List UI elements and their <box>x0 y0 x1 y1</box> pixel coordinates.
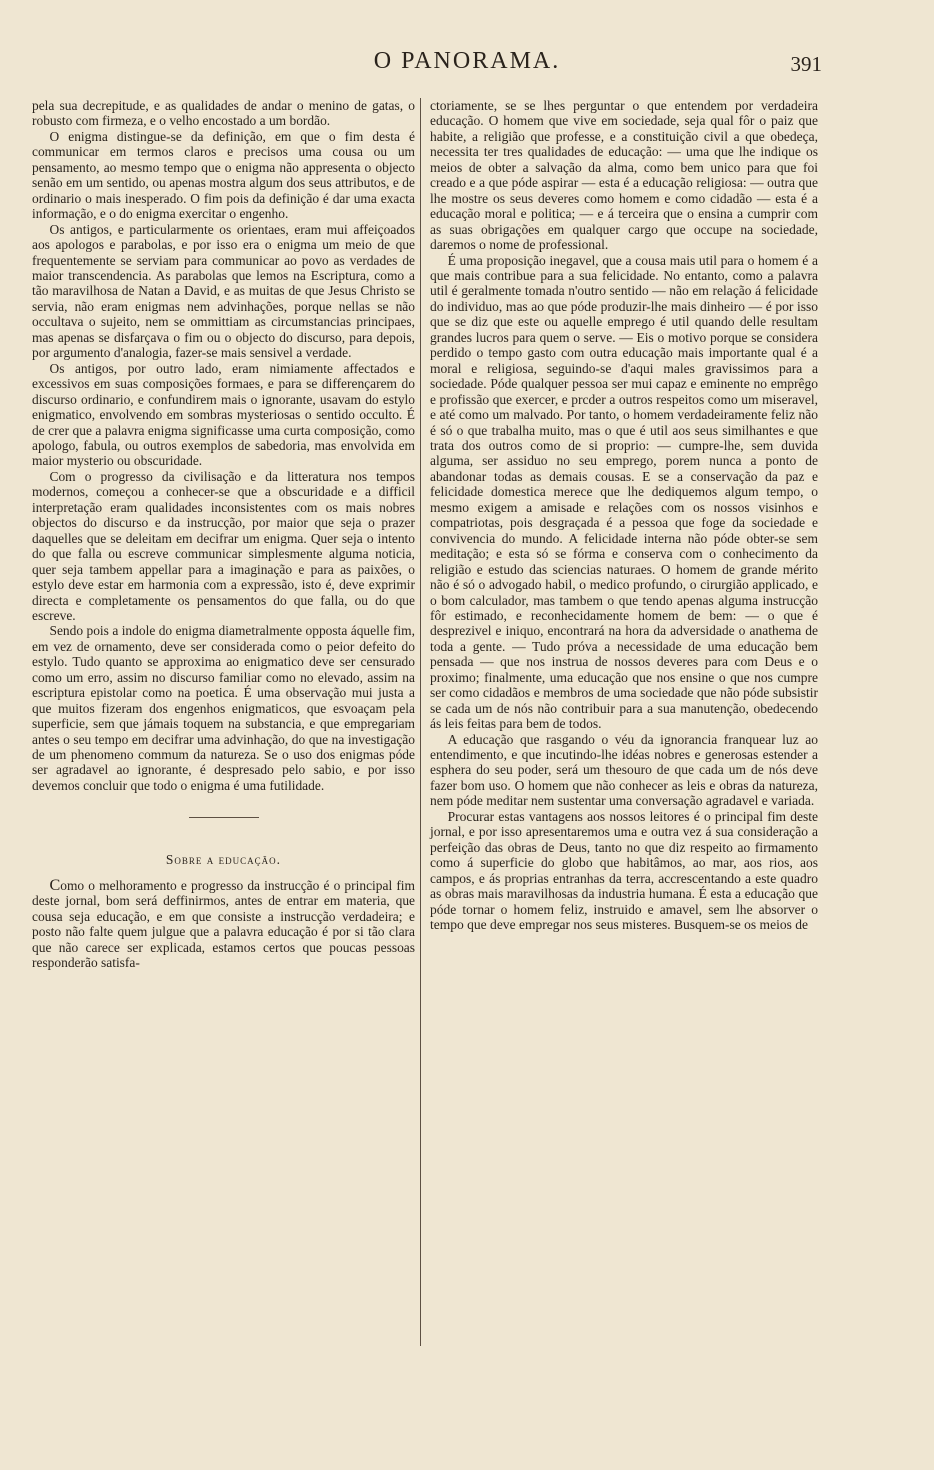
section-separator <box>189 817 259 818</box>
article-paragraph: Sendo pois a indole do enigma diametralmente opposta áquelle fim, em vez de ornamento, deve ser considerada como o peior defeito do estylo. Tudo quanto se approxima ao enigmatico deve ser censurado como um erro, assim no discurso familiar como no elevado, assim na escriptura epistolar como na poetica. É uma observação mui justa a que muitos fizeram dos engenhos enigmaticos, que esvoaçam pela superficie, sem que jámais toquem na substancia, e que empregariam antes o seu tempo em decifrar uma advinhação, do que na investigação de um phenomeno commum da natureza. Se o uso dos enigmas póde ser agradavel ao ignorante, é despresado pelo sabio, e por isso devemos concluir que todo o enigma é uma futilidade. <box>32 623 415 793</box>
article-paragraph: Procurar estas vantagens aos nossos leitores é o principal fim deste jornal, e por isso apresentaremos uma e outra vez á sua consideração a perfeição das obras de Deus, tanto no que diz respeito ao firmamento como á superficie do globo que habitâmos, ao mar, aos rios, aos campos, e ás proprias entranhas da terra, accrescentando a este quadro as obras mais maravilhosas da industria humana. É esta a educação que póde tornar o homem feliz, instruido e amavel, sem lhe absorver o tempo que deve empregar nos seus misteres. Busquem-se os meios de <box>430 808 818 933</box>
right-column <box>430 98 818 932</box>
article-paragraph: ctoriamente, se se lhes perguntar o que entendem por verdadeira educação. O homem que vive em sociedade, seja qual fôr o paiz que habite, a religião que professe, e a constituição civil a que obedeça, necessita ter tres qualidades de educação: — uma que lhe indique os meios de obter a salvação da alma, como bem unico para que foi creado e a que póde aspirar — esta é a educação religiosa: — outra que lhe mostre os seus deveres como homem e como cidadão — esta é a educação moral e politica; — e á terceira que o ensina a cumprir com as suas obrigações em qualquer cargo que occupe na sociedade, daremos o nome de professional. <box>430 98 818 253</box>
article-paragraph: Os antigos, e particularmente os orientaes, eram mui affeiçoados aos apologos e parabolas, e por isso era o enigma um meio de que frequentemente se serviam para communicar ao povo as verdades de maior transcendencia. As parabolas que lemos na Escriptura, como a tão maravilhosa de Natan a David, e as muitas de que Jesus Christo se servia, não eram enigmas nem advinhações, porque nellas se não occultava o sujeito, nem se ommittiam as circumstancias principaes, mas apenas se disfarçava o fim ou o objecto do discurso, para depois, por argumento d'analogia, fazer-se mais sensivel a verdade. <box>32 221 415 361</box>
left-column <box>32 98 415 971</box>
section-heading: Sobre a educação. <box>165 852 282 868</box>
journal-title: O PANORAMA. <box>373 48 561 74</box>
article-paragraph: O enigma distingue-se da definição, em que o fim desta é communicar em termos claros e precisos uma cousa ou um pensamento, ao mesmo tempo que o enigma não appresenta o objecto senão em um sentido, ou apenas mostra algum dos seus attributos, e de ordinario o mais inesperado. O fim pois da definição é dar uma exacta informação, e o do enigma exercitar o engenho. <box>32 128 415 222</box>
article-paragraph: É uma proposição inegavel, que a cousa mais util para o homem é a que mais contribue para a sua felicidade. No entanto, como a palavra util é geralmente tomada n'outro sentido — não em relação á felicidade do individuo, mas ao que póde produzir-lhe mais dinheiro — é por isso que se diz que este ou aquelle emprego é util quando delle resultam grandes lucros para quem o serve. — Eis o motivo porque se considera perdido o tempo gasto com outra educação mais importante qual é a moral e religiosa, seguindo-se d'aqui males gravissimos para a sociedade. Póde qualquer pessoa ser mui capaz e eminente no emprêgo e profissão que exercer, e prcder a outros respeitos como um miseravel, e até como um malvado. Por tanto, o homem verdadeiramente feliz não é só o que trabalha muito, mas o que é util aos seus similhantes e que trata dos outros como de si proprio: — cumpre-lhe, sem duvida alguma, ser assiduo no seu emprego, porem nunca a ponto de abandonar todas as demais cousas. E se a conservação da paz e felicidade domestica merece que lhe dediquemos algum tempo, o mesmo exigem a amisade e relações com os nossos visinhos e compatriotas, pois desgraçada é a pessoa que foge da sociedade e convivencia do mundo. A felicidade interna não póde obter-se sem meditação; e esta só se fórma e conserva com o conhecimento da religião e estudo das sciencias naturaes. O homem de grande mérito não é só o advogado habil, o medico profundo, o cirurgião applicado, e o bom calculador, mas tambem o que tendo apenas alguma instrucção fôr estimado, e reconhecidamente homem de bem: — o que é desprezivel e iniquo, encontrará na hora da adversidade o anathema de toda a gente. — Tudo próva a necessidade de uma educação bem pensada — que nos instrua de nossos deveres para com Deus e o proximo; finalmente, uma educação que nos ensine o que nos cumpre ser como cidadãos e membros de uma sociedade que não póde subsistir se cada um de nós não contribuir para a sua manutenção, obedecendo ás leis feitas para bem de todos. <box>430 252 818 732</box>
page-number: 391 <box>790 52 822 76</box>
article-paragraph: Com o progresso da civilisação e da litteratura nos tempos modernos, começou a conhecer-se que a obscuridade e a difficil interpretação eram qualidades inconsistentes com os mais nobres objectos do discurso e da instrucção, por maior que seja o prazer daquelles que se deleitam em decifrar um enigma. Quer seja o intento do que falla ou escreve communicar simplesmente alguma noticia, quer seja tambem appellar para a imaginação e para as paixões, o estylo deve estar em harmonia com a expressão, isto é, deve exprimir directa e completamente os pensamentos do que falla, ou do que escreve. <box>32 468 415 623</box>
article-paragraph: Os antigos, por outro lado, eram nimiamente affectados e excessivos em suas composições formaes, e para se differençarem do discurso ordinario, e confundirem mais o ignorante, usavam do estylo enigmatico, envolvendo em sombras mysteriosas o sentido occulto. É de crer que a palavra enigma significasse uma curta composição, como apologo, fabula, ou outros exemplos de sabedoria, mas envolvida em maior mysterio ou obscuridade. <box>32 360 415 469</box>
masthead <box>0 48 934 84</box>
article-paragraph: A educação que rasgando o véu da ignorancia franquear luz ao entendimento, e que incutindo-lhe idéas nobres e generosas estender a esphera do seu poder, será um thesouro de que cada um de nós deve fazer bom uso. O homem que não conhecer as leis e obras da natureza, nem póde meditar nem sustentar uma conversação agradavel e variada. <box>430 731 818 809</box>
article-paragraph: pela sua decrepitude, e as qualidades de andar o menino de gatas, o robusto com firmeza, e o velho encostado a um bordão. <box>32 98 415 129</box>
article-paragraph: Como o melhoramento e progresso da instrucção é o principal fim deste jornal, bom será deffinirmos, antes de entrar em materia, que cousa seja educação, e em que consiste a instrucção verdadeira; e posto não falte quem julgue que a palavra educação é por si tão clara que não carece ser explicada, estamos certos que poucas pessoas responderão satisfa- <box>32 876 415 971</box>
column-divider <box>420 98 421 1346</box>
